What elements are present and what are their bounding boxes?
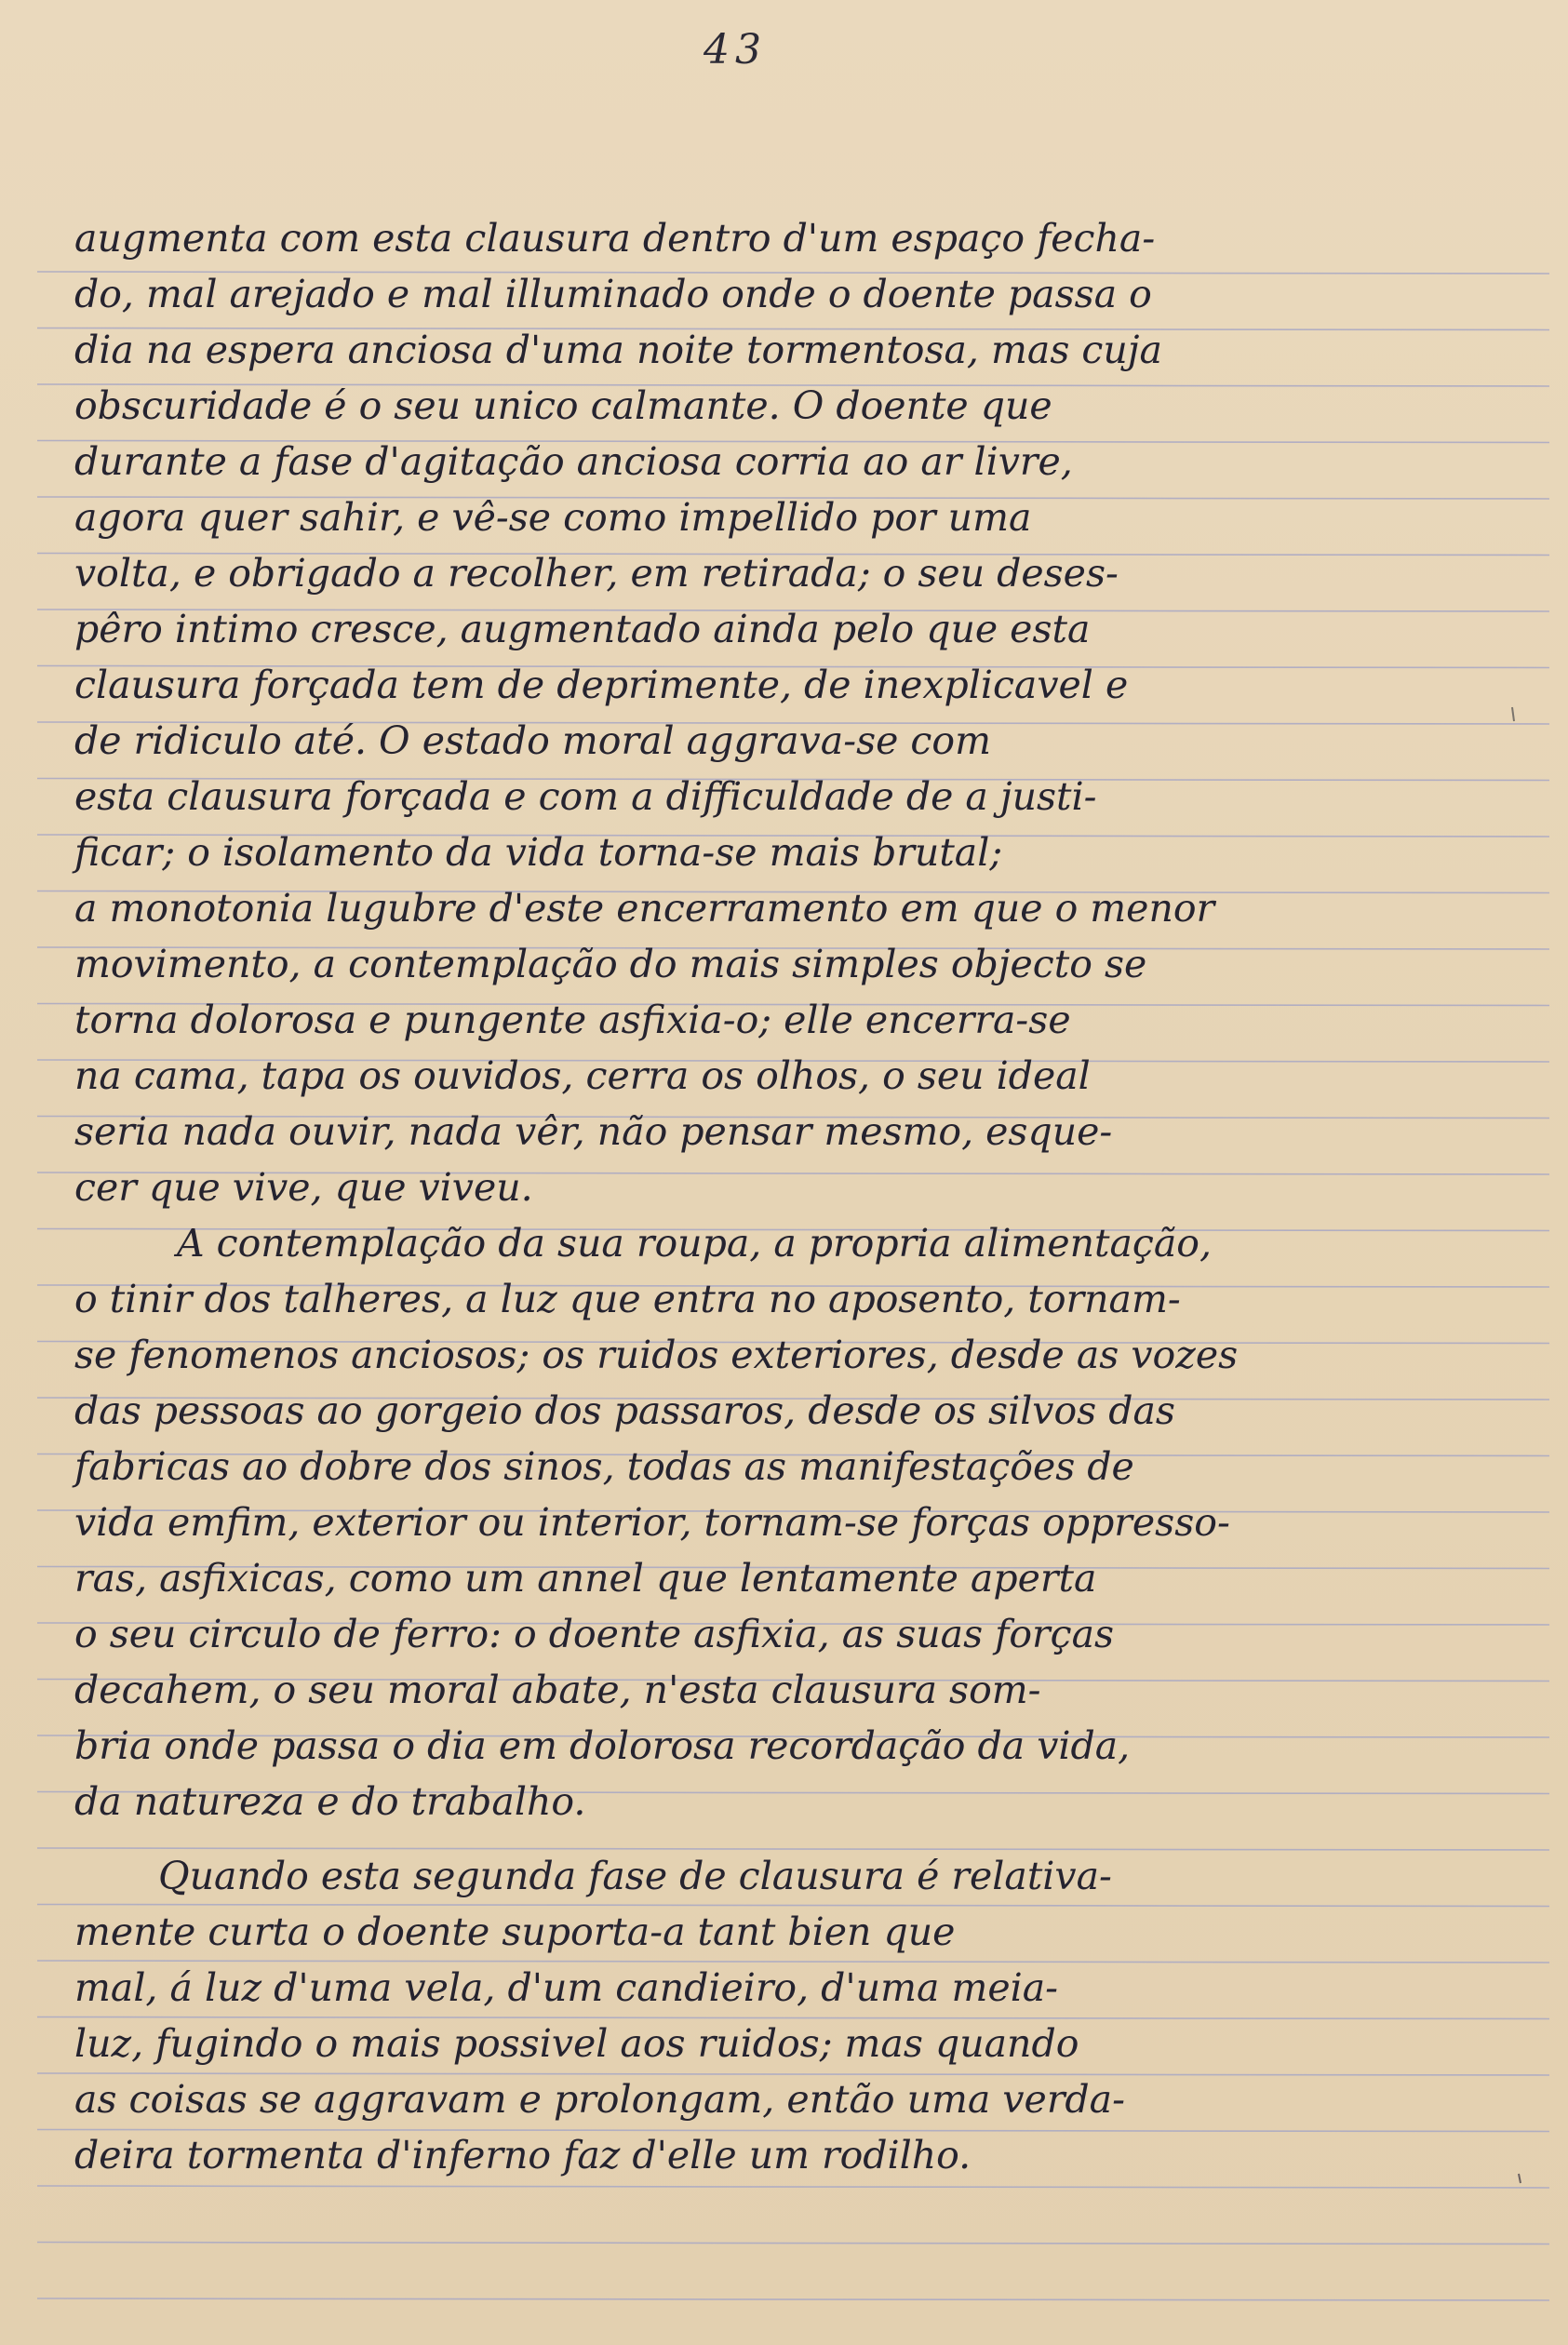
text-line: mal, á luz d'uma vela, d'um candieiro, d'uma meia- xyxy=(74,1965,1059,2010)
text-line: bria onde passa o dia em dolorosa recordação da vida, xyxy=(74,1723,1131,1768)
ruled-line xyxy=(37,2298,1549,2300)
stray-mark xyxy=(1512,707,1514,721)
text-line: durante a fase d'agitação anciosa corria ao ar livre, xyxy=(74,439,1073,484)
text-line: de ridiculo até. O estado moral aggrava-se com xyxy=(74,718,991,763)
text-line: a monotonia lugubre d'este encerramento em que o menor xyxy=(74,886,1215,931)
text-line: cer que vive, que viveu. xyxy=(74,1165,533,1210)
text-line: clausura forçada tem de deprimente, de inexplicavel e xyxy=(74,663,1129,707)
text-line: torna dolorosa e pungente asfixia-o; elle encerra-se xyxy=(74,998,1071,1042)
text-line: vida emfim, exterior ou interior, tornam-se forças oppresso- xyxy=(74,1500,1230,1545)
text-line: ras, asfixicas, como um annel que lentamente aperta xyxy=(74,1556,1097,1601)
text-line: o seu circulo de ferro: o doente asfixia, as suas forças xyxy=(74,1612,1115,1656)
ruled-line xyxy=(37,2243,1549,2244)
text-line: da natureza e do trabalho. xyxy=(74,1779,586,1824)
text-line: na cama, tapa os ouvidos, cerra os olhos, o seu ideal xyxy=(74,1053,1091,1098)
text-line: ficar; o isolamento da vida torna-se mais brutal; xyxy=(74,830,1003,875)
text-line: obscuridade é o seu unico calmante. O doente que xyxy=(74,383,1052,428)
text-line: augmenta com esta clausura dentro d'um espaço fecha- xyxy=(74,216,1156,261)
text-line: fabricas ao dobre dos sinos, todas as manifestações de xyxy=(74,1444,1134,1489)
text-line: agora quer sahir, e vê-se como impellido por uma xyxy=(74,495,1032,540)
text-line: o tinir dos talheres, a luz que entra no aposento, tornam- xyxy=(74,1277,1181,1321)
text-line: pêro intimo cresce, augmentado ainda pelo que esta xyxy=(74,607,1091,651)
text-line: seria nada ouvir, nada vêr, não pensar mesmo, esque- xyxy=(74,1109,1113,1154)
text-line: volta, e obrigado a recolher, em retirada; o seu deses- xyxy=(74,551,1119,596)
text-line: deira tormenta d'inferno faz d'elle um rodilho. xyxy=(74,2133,972,2178)
text-line: decahem, o seu moral abate, n'esta clausura som- xyxy=(74,1668,1041,1712)
text-line: movimento, a contemplação do mais simples objecto se xyxy=(74,942,1147,986)
page-number: 43 xyxy=(704,26,767,74)
text-line: do, mal arejado e mal illuminado onde o doente passa o xyxy=(74,272,1152,316)
text-line: dia na espera anciosa d'uma noite tormentosa, mas cuja xyxy=(74,328,1162,372)
text-line: as coisas se aggravam e prolongam, então uma verda- xyxy=(74,2077,1125,2122)
text-line: Quando esta segunda fase de clausura é relativa- xyxy=(158,1854,1112,1898)
text-line: mente curta o doente suporta-a tant bien que xyxy=(74,1910,956,1954)
text-line: das pessoas ao gorgeio dos passaros, desde os silvos das xyxy=(74,1388,1175,1433)
text-line: A contemplação da sua roupa, a propria alimentação, xyxy=(177,1221,1213,1266)
stray-mark xyxy=(1519,2174,1521,2183)
text-line: luz, fugindo o mais possivel aos ruidos; mas quando xyxy=(74,2021,1079,2066)
text-line: esta clausura forçada e com a difficuldade de a justi- xyxy=(74,774,1097,819)
text-line: se fenomenos anciosos; os ruidos exteriores, desde as vozes xyxy=(74,1333,1239,1377)
ruled-line xyxy=(37,2186,1549,2188)
